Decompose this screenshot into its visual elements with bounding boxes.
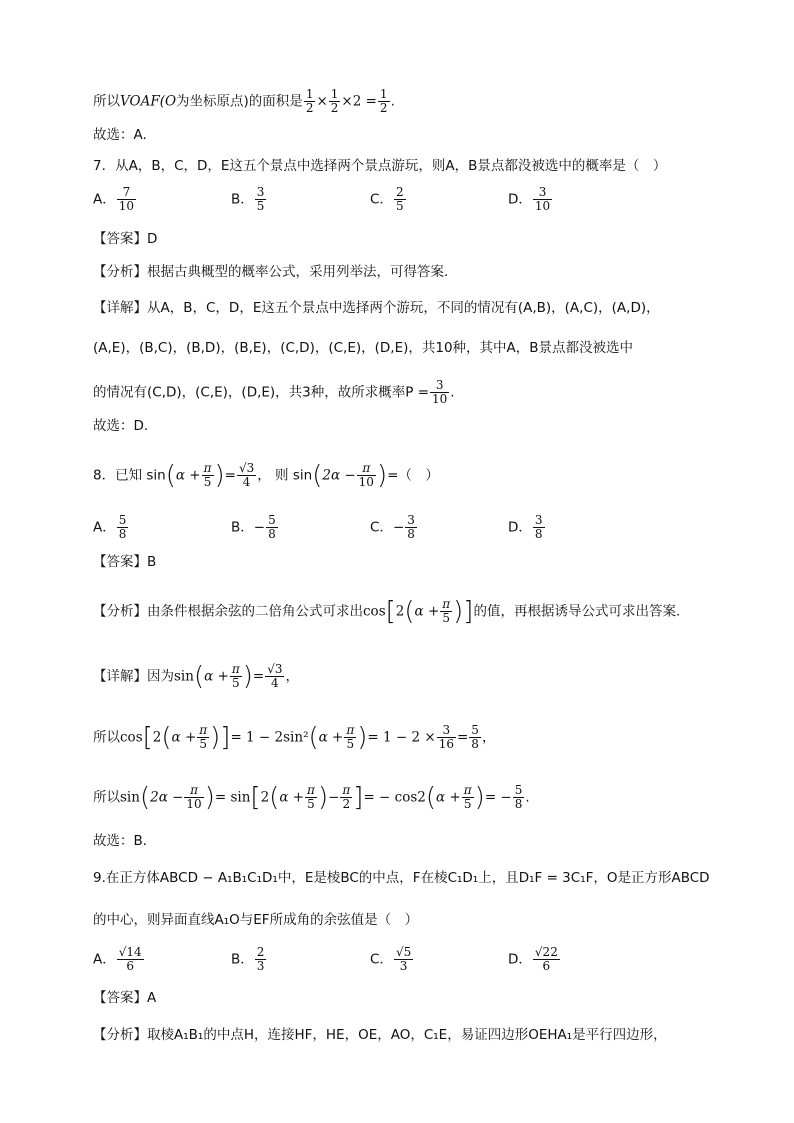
q8-analysis: 【分析】由条件根据余弦的二倍角公式可求出cos[2(α + $\frac{\pi}{5}$ )]的值，再根据诱导公式可求出答案. — [93, 596, 681, 627]
question-9-stem-line-1: 9.在正方体ABCD − A₁B₁C₁D₁中，E是棱BC的中点，F在棱C₁D₁上，且D₁F = 3C₁F，O是正方形ABCD — [93, 870, 710, 886]
q9-option-a: A． $\frac{√14}{6}$ — [93, 945, 142, 973]
q7-answer: 【答案】D — [93, 231, 158, 247]
q7-analysis: 【分析】根据古典概型的概率公式，采用列举法，可得答案. — [93, 264, 449, 280]
q7-option-a: A． $\frac{7}{10}$ — [93, 185, 135, 213]
q7-option-b: B． $\frac{3}{5}$ — [231, 185, 265, 213]
q8-detail-line-2: 所以cos[2(α + $\frac{\pi}{5}$ )]= 1 − 2sin²(α + $\frac{\pi}{5}$ )= 1 − 2 × $\frac{3}{16}$ = $\frac{5}{8}$ ， — [93, 722, 496, 753]
fraction-half: $\frac{1}{2}$ — [305, 87, 314, 115]
q9-option-b: B． $\frac{2}{3}$ — [231, 945, 265, 973]
q9-option-c: C． $\frac{√5}{3}$ — [370, 945, 412, 973]
q8-option-d: D． $\frac{3}{8}$ — [508, 513, 543, 541]
question-8-stem: 8．已知 sin(α + $\frac{\pi}{5}$ )= $\frac{√3}{4}$ ， 则 sin(2α − $\frac{\pi}{10}$ )=（ ） — [93, 460, 439, 491]
question-7-stem: 7．从A，B，C，D，E这五个景点中选择两个景点游玩，则A，B景点都没被选中的概率是（ ） — [93, 158, 667, 174]
q9-answer: 【答案】A — [93, 990, 157, 1006]
q7-option-d: D． $\frac{3}{10}$ — [508, 185, 551, 213]
q7-detail-line-3: 的情况有(C,D)，(C,E)，(D,E)，共3种，故所求概率P = $\frac{3}{10}$ . — [93, 378, 455, 406]
q7-select: 故选：D. — [93, 418, 149, 434]
q8-detail-line-1: 【详解】因为sin(α + $\frac{\pi}{5}$ )= $\frac{√3}{4}$ ， — [93, 661, 299, 692]
question-9-stem-line-2: 的中心，则异面直线A₁O与EF所成角的余弦值是（ ） — [93, 912, 419, 928]
fraction-half: $\frac{1}{2}$ — [379, 87, 388, 115]
fraction-half: $\frac{1}{2}$ — [330, 87, 339, 115]
q8-detail-line-3: 所以sin(2α − $\frac{\pi}{10}$ )= sin[2(α + $\frac{\pi}{5}$ )− $\frac{\pi}{2}$ ]= − cos2(α + $\frac{\pi}{5}$ )= − $\frac{5}{8}$ . — [93, 782, 530, 813]
q7-option-c: C． $\frac{2}{5}$ — [370, 185, 404, 213]
q9-option-d: D． $\frac{√22}{6}$ — [508, 945, 558, 973]
q8-option-a: A． $\frac{5}{8}$ — [93, 513, 127, 541]
q8-select: 故选：B． — [93, 833, 157, 849]
q7-detail-line-2: (A,E)，(B,C)，(B,D)，(B,E)，(C,D)，(C,E)，(D,E)，共10种，其中A，B景点都没被选中 — [93, 340, 634, 356]
q8-option-c: C．− $\frac{3}{8}$ — [370, 513, 415, 541]
area-conclusion-line: 所以VOAF(O为坐标原点)的面积是 $\frac{1}{2}$ × $\frac{1}{2}$ ×2 = $\frac{1}{2}$ . — [93, 87, 395, 115]
q7-detail-line-1: 【详解】从A，B，C，D，E这五个景点中选择两个游玩，不同的情况有(A,B)，(A,C)，(A,D)， — [93, 300, 660, 316]
q8-answer: 【答案】B — [93, 554, 157, 570]
q9-analysis: 【分析】取棱A₁B₁的中点H，连接HF，HE，OE，AO，C₁E，易证四边形OEHA₁是平行四边形， — [93, 1027, 667, 1043]
select-a-line: 故选：A. — [93, 127, 147, 143]
q8-option-b: B．− $\frac{5}{8}$ — [231, 513, 276, 541]
